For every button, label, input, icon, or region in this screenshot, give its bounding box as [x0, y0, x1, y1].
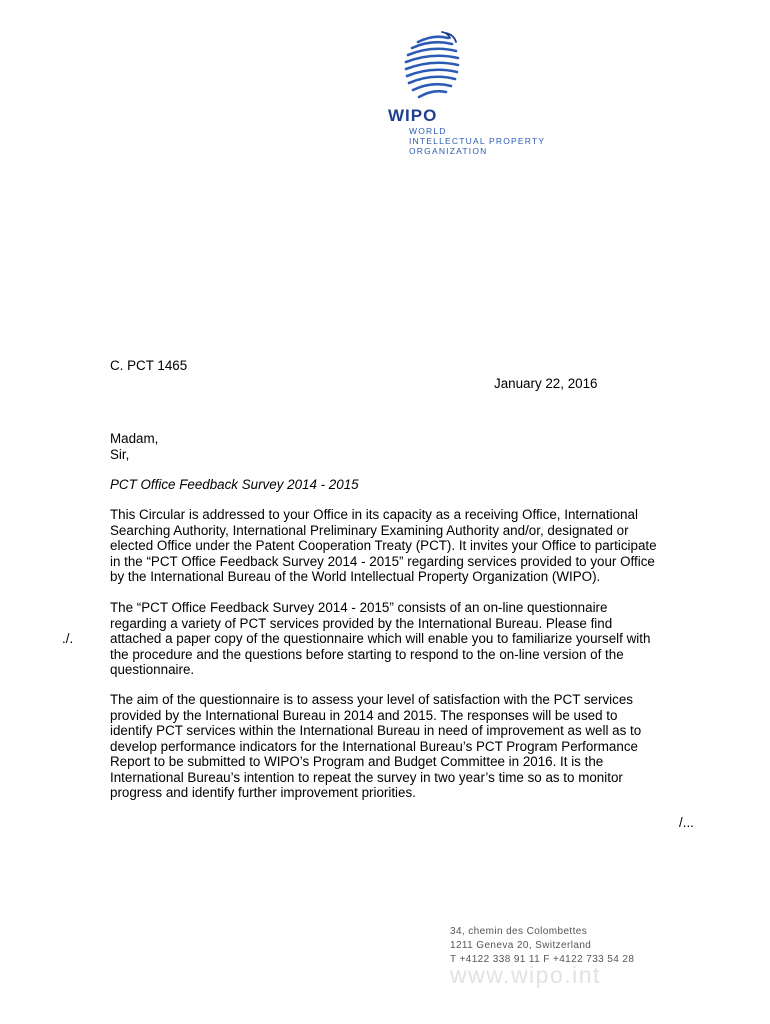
paragraph-line: progress and identify further improvement priorities.: [110, 785, 416, 800]
logo-line-organization: ORGANIZATION: [409, 146, 488, 156]
wipo-acronym: WIPO: [388, 106, 438, 125]
footer-phone: T +4122 338 91 11 F +4122 733 54 28: [450, 954, 635, 965]
body-paragraph: [110, 507, 657, 585]
paragraph-line: The aim of the questionnaire is to assess your level of satisfaction with the PCT services: [110, 692, 633, 707]
paragraph-line: attached a paper copy of the questionnaire which will enable you to familiarize yourself with: [110, 631, 651, 646]
footer-website: www.wipo.int: [450, 962, 601, 988]
salutation: [110, 431, 158, 462]
logo-line-intellectual-property: INTELLECTUAL PROPERTY: [409, 136, 546, 146]
footer-address: 34, chemin des Colombettes: [450, 926, 588, 937]
paragraph-line: in the “PCT Office Feedback Survey 2014 - 2015” regarding services provided to your Office: [110, 553, 655, 569]
paragraph-line: International Bureau’s intention to repeat the survey in two year’s time so as to monitor: [110, 769, 623, 785]
body-paragraph: [110, 600, 650, 678]
paragraph-line: The “PCT Office Feedback Survey 2014 - 2015” consists of an on-line questionnaire: [110, 600, 608, 615]
paragraph-line: Searching Authority, International Preliminary Examining Authority and/or, designated or: [110, 522, 629, 538]
paragraph-line: regarding a variety of PCT services provided by the International Bureau. Please find: [110, 615, 613, 631]
paragraph-line: elected Office under the Patent Cooperation Treaty (PCT). It invites your Office to participate: [110, 538, 657, 553]
paragraph-line: by the International Bureau of the World Intellectual Property Organization (WIPO).: [110, 569, 601, 584]
wipo-logo: [388, 30, 588, 160]
letter-date: January 22, 2016: [494, 376, 598, 391]
paragraph-line: This Circular is addressed to your Office in its capacity as a receiving Office, International: [110, 507, 638, 522]
continuation-marker: /...: [679, 815, 694, 830]
paragraph-line: provided by the International Bureau in 2014 and 2015. The responses will be used to: [110, 707, 618, 723]
circular-reference: C. PCT 1465: [110, 358, 188, 373]
paragraph-line: develop performance indicators for the International Bureau’s PCT Program Performance: [110, 738, 638, 754]
paragraph-line: identify PCT services within the International Bureau in need of improvement as well as to: [110, 723, 642, 738]
attachment-marker: ./.: [62, 631, 74, 646]
paragraph-line: the procedure and the questions before starting to respond to the on-line version of the: [110, 646, 624, 662]
body-paragraph: [110, 692, 641, 801]
logo-line-world: WORLD: [409, 126, 447, 136]
footer-city: 1211 Geneva 20, Switzerland: [450, 940, 592, 951]
paragraph-line: Report to be submitted to WIPO’s Program and Budget Committee in 2016. It is the: [110, 754, 604, 769]
salutation-line: Madam,: [110, 431, 159, 446]
paragraph-line: questionnaire.: [110, 662, 195, 677]
subject-line: PCT Office Feedback Survey 2014 - 2015: [110, 477, 359, 492]
salutation-line: Sir,: [110, 446, 130, 462]
wipo-globe-icon: [404, 30, 462, 108]
